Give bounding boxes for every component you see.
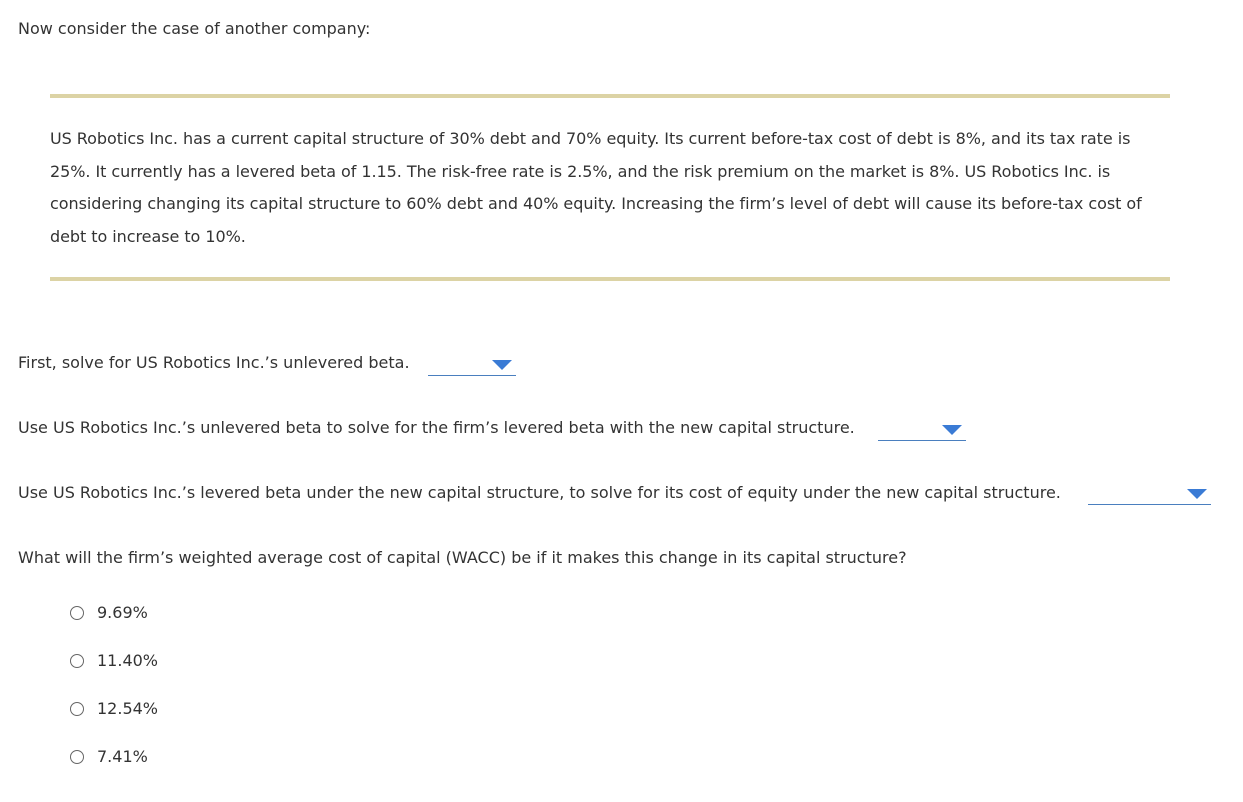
question-unlevered-beta: First, solve for US Robotics Inc.’s unlevered beta.: [18, 353, 410, 372]
question-levered-beta: Use US Robotics Inc.’s unlevered beta to solve for the firm’s levered beta with the new capital structure.: [18, 418, 855, 437]
levered-beta-dropdown[interactable]: [878, 420, 966, 441]
wacc-option-label: 12.54%: [97, 699, 159, 718]
question-wacc: What will the firm’s weighted average cost of capital (WACC) be if it makes this change in its capital structure?: [18, 548, 907, 567]
wacc-option-label: 9.69%: [97, 603, 148, 622]
case-description: US Robotics Inc. has a current capital structure of 30% debt and 70% equity. Its current before-tax cost of debt is 8%, and its tax rate is 25%. It currently has a levered beta of 1.15. The risk-free rate is 2.5%, and the risk premium on the market is 8%. US Robotics Inc. is considering changing its capital structure to 60% debt and 40% equity. Increasing the firm’s level of debt will cause its before-tax cost of debt to increase to 10%.: [50, 129, 1142, 246]
wacc-option[interactable]: [70, 651, 158, 671]
chevron-down-icon: [492, 360, 512, 370]
radio-button[interactable]: [70, 750, 84, 764]
wacc-option[interactable]: [70, 603, 148, 623]
wacc-option[interactable]: [70, 747, 148, 767]
chevron-down-icon: [1187, 489, 1207, 499]
wacc-option-label: 7.41%: [97, 747, 148, 766]
case-bottom-divider: [50, 277, 1170, 281]
radio-button[interactable]: [70, 702, 84, 716]
chevron-down-icon: [942, 425, 962, 435]
cost-of-equity-dropdown[interactable]: [1088, 484, 1211, 505]
radio-button[interactable]: [70, 606, 84, 620]
wacc-option-label: 11.40%: [97, 651, 159, 670]
unlevered-beta-dropdown[interactable]: [428, 355, 516, 376]
question-cost-of-equity: Use US Robotics Inc.’s levered beta under the new capital structure, to solve for its cost of equity under the new capital structure.: [18, 483, 1061, 502]
case-top-divider: [50, 94, 1170, 98]
intro-text: Now consider the case of another company:: [18, 19, 371, 38]
radio-button[interactable]: [70, 654, 84, 668]
wacc-option[interactable]: [70, 699, 158, 719]
